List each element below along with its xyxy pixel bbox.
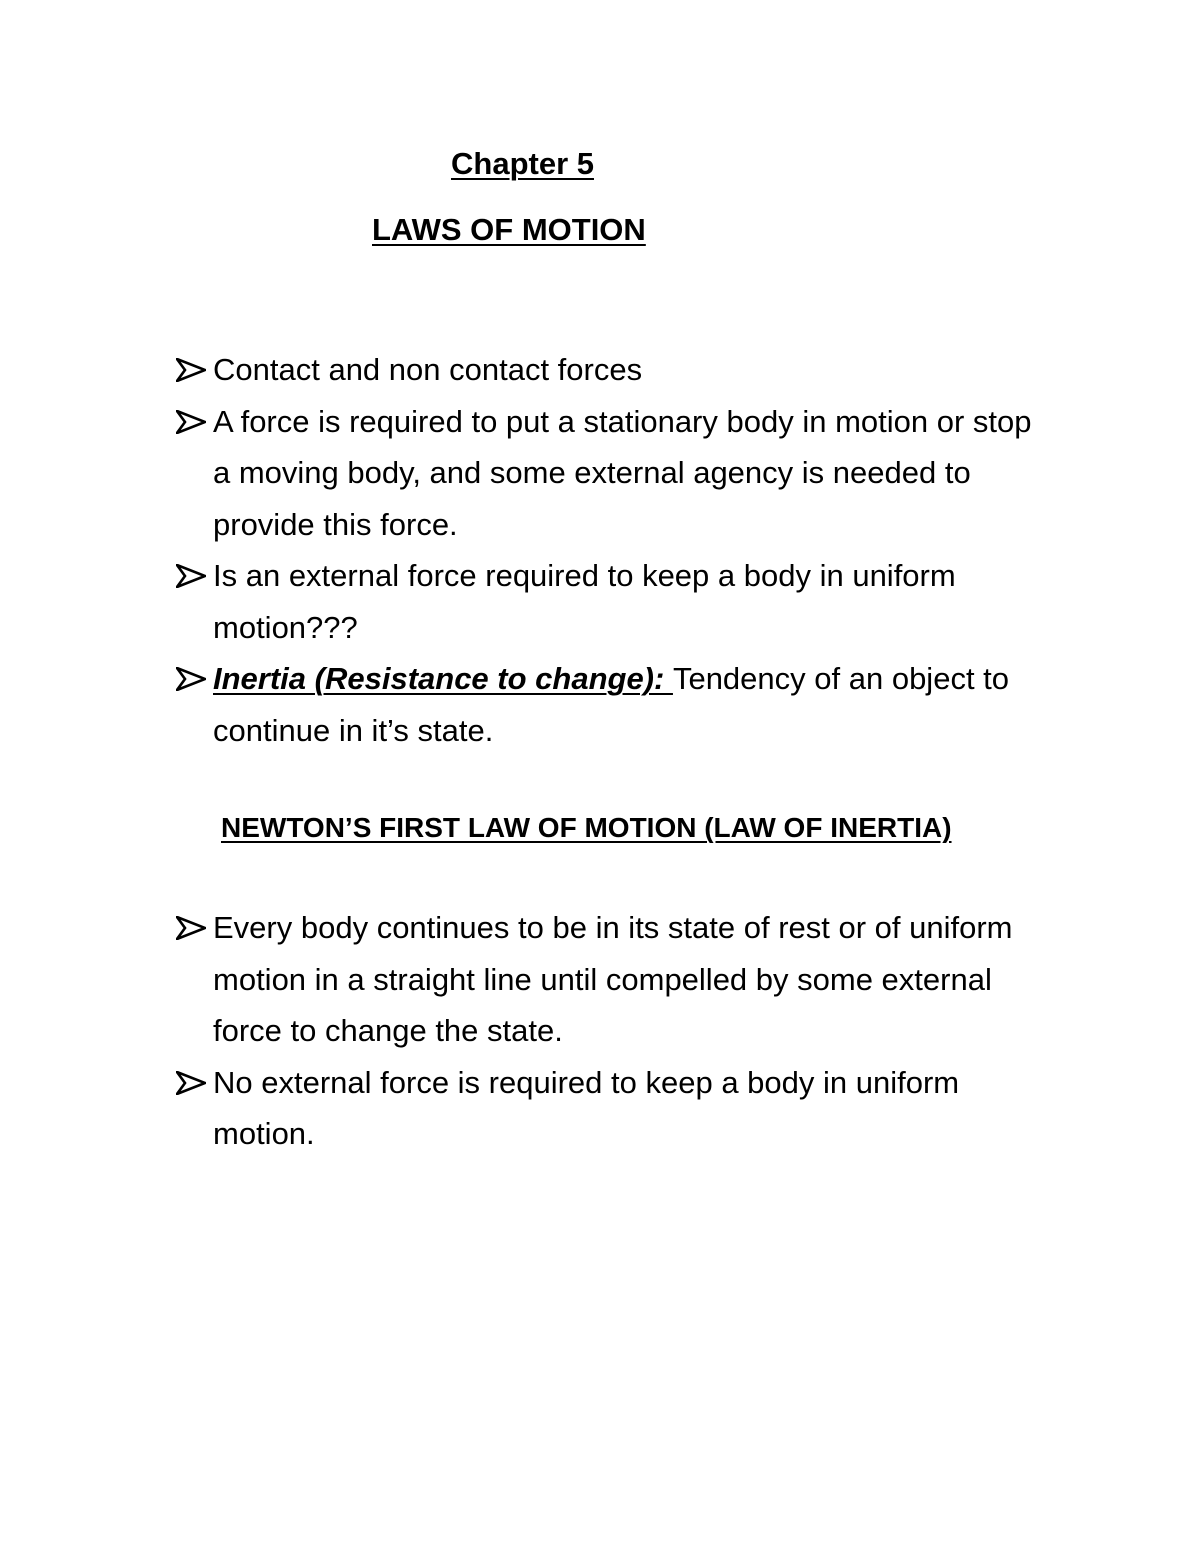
list-item-text: Every body continues to be in its state of rest or of uniform motion in a straight line until compelled by some external force to change the state. — [213, 910, 1013, 1048]
list-item-text: Tendency of an object to continue in it’s state. — [213, 661, 1010, 748]
list-item-text: A force is required to put a stationary body in motion or stop a moving body, and some external agency is needed to provide this force. — [213, 403, 1032, 542]
arrowhead-bullet-icon — [176, 1071, 206, 1095]
list-item — [176, 396, 1056, 551]
law-bullet-list — [176, 902, 1056, 1160]
list-item-text: Contact and non contact forces — [213, 352, 643, 387]
list-item-text: No external force is required to keep a body in uniform motion. — [213, 1064, 960, 1151]
chapter-heading: Chapter 5 — [451, 146, 594, 181]
page-title: LAWS OF MOTION — [372, 212, 646, 247]
list-item — [176, 653, 1056, 756]
list-item — [176, 344, 1056, 396]
inertia-term: Inertia (Resistance to change): — [213, 661, 673, 696]
arrowhead-bullet-icon — [176, 564, 206, 588]
arrowhead-bullet-icon — [176, 358, 206, 382]
arrowhead-bullet-icon — [176, 916, 206, 940]
arrowhead-bullet-icon — [176, 410, 206, 434]
intro-bullet-list — [176, 344, 1056, 756]
list-item — [176, 550, 1056, 653]
list-item — [176, 902, 1056, 1057]
list-item — [176, 1057, 1056, 1160]
section-heading: NEWTON’S FIRST LAW OF MOTION (LAW OF INERTIA) — [221, 812, 952, 843]
arrowhead-bullet-icon — [176, 667, 206, 691]
list-item-text: Is an external force required to keep a body in uniform motion??? — [213, 558, 956, 645]
